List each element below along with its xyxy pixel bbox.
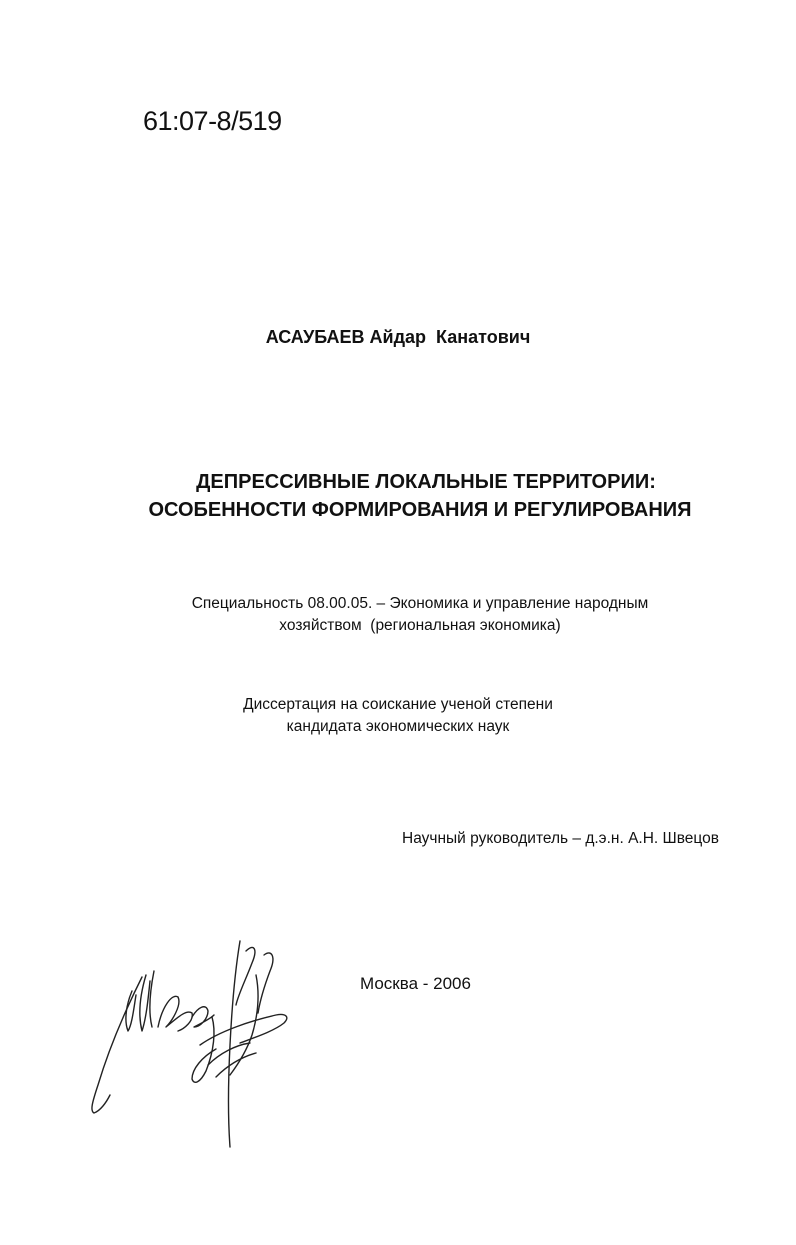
specialty-block (40, 593, 796, 637)
title-line-2: ОСОБЕННОСТИ ФОРМИРОВАНИЯ И РЕГУЛИРОВАНИЯ (148, 499, 692, 521)
specialty-line-2: хозяйством (региональная экономика) (279, 617, 561, 634)
scientific-supervisor: Научный руководитель – д.э.н. А.Н. Швецов (402, 830, 719, 847)
degree-line-1: Диссертация на соискание ученой степени (243, 696, 553, 713)
author-name: АСАУБАЕВ Айдар Канатович (265, 327, 531, 347)
specialty-line-1: Специальность 08.00.05. – Экономика и управление народным (191, 595, 649, 612)
dissertation-title (40, 468, 796, 524)
city-year: Москва - 2006 (360, 974, 471, 993)
handwritten-signature-icon (80, 935, 310, 1155)
degree-line-2: кандидата экономических наук (286, 718, 510, 735)
degree-block (0, 694, 796, 738)
title-line-1: ДЕПРЕССИВНЫЕ ЛОКАЛЬНЫЕ ТЕРРИТОРИИ: (196, 471, 656, 493)
catalog-number: 61:07-8/519 (143, 106, 282, 136)
